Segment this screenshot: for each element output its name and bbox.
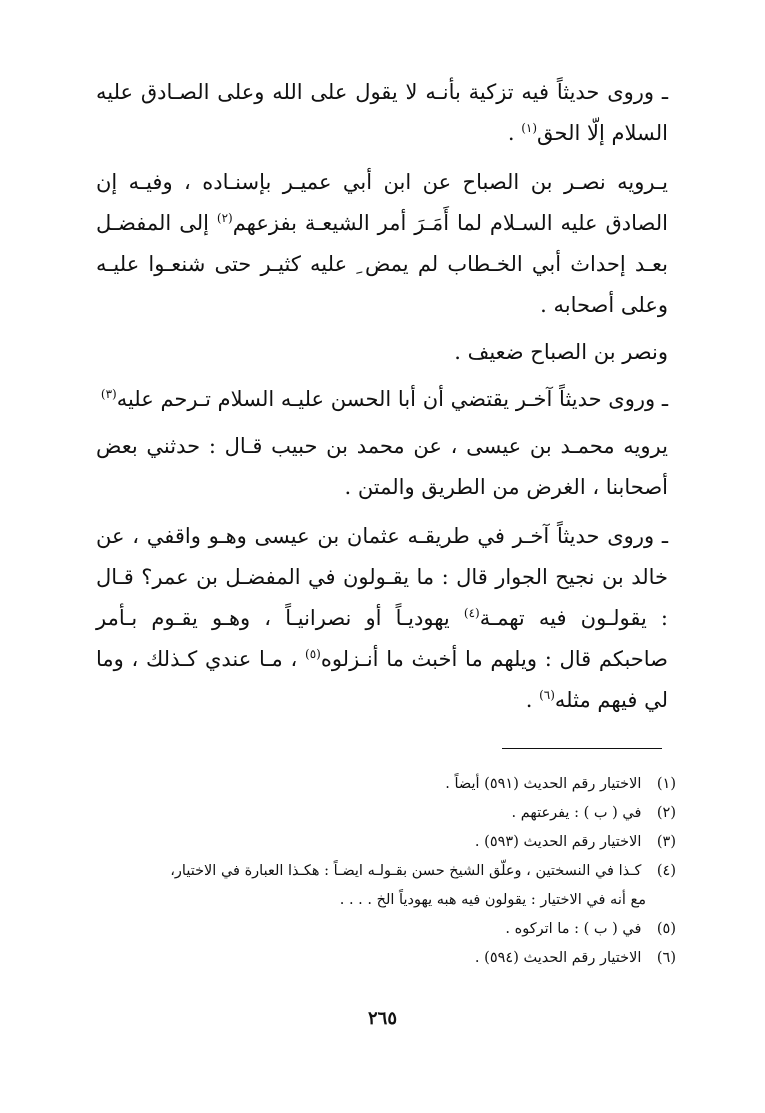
footnote-number: (٦) [656, 950, 676, 966]
footnote-ref-5: (٥) [305, 647, 321, 661]
paragraph-4-text: ـ وروى حديثاً آخـر يقتضي أن أبا الحسن عليـه السلام تـرحم عليه [116, 387, 668, 411]
footnote-text: الاختيار رقم الحديث (٥٩٣) . [474, 834, 642, 850]
footnote-ref-4: (٤) [463, 606, 480, 620]
paragraph-1-tail: . [507, 121, 522, 145]
page-number: ٢٦٥ [367, 1008, 397, 1029]
paragraph-6-tail: . [525, 688, 540, 712]
footnote-text: في ( ب ) : يفرعتهم . [511, 805, 642, 821]
footnote-text: في ( ب ) : ما اتركوه . [505, 921, 642, 937]
footnote-number: (٣) [656, 834, 676, 850]
main-text [96, 72, 668, 727]
footnote-text: مع أنه في الاختيار : يقولون فيه هبه يهودياً الخ . . . . [339, 892, 646, 908]
footnote-2 [96, 799, 676, 828]
paragraph-3-text: ونصر بن الصباح ضعيف . [454, 340, 668, 364]
paragraph-2-text: يـرويه نصـر بن الصباح عن ابن أبي عميـر بإسنـاده ، وفيـه إن الصادق عليه السـلام لما أَمَـرَ أمر الشيعـة بفزعهم [96, 170, 668, 235]
footnote-text: كـذا في النسختين ، وعلّق الشيخ حسن بقـولـه ايضـاً : هكـذا العبارة في الاختيار، [170, 863, 642, 879]
footnote-number: (٤) [656, 863, 676, 879]
paragraph-5-text: يرويه محمـد بن عيسى ، عن محمد بن حبيب قـال : حدثني بعض أصحابنا ، الغرض من الطريق والمتن . [96, 434, 668, 499]
footnote-ref-3: (٣) [100, 387, 117, 401]
footnote-5 [96, 915, 676, 944]
footnote-4-continuation [96, 886, 676, 915]
footnote-3 [96, 828, 676, 857]
paragraph-6 [96, 516, 668, 721]
footnote-text: الاختيار رقم الحديث (٥٩٤) . [474, 950, 642, 966]
paragraph-5 [96, 426, 668, 508]
footnotes-section [96, 770, 676, 973]
paragraph-3 [96, 332, 668, 373]
footnote-6 [96, 944, 676, 973]
paragraph-2 [96, 162, 668, 326]
paragraph-1-text: ـ وروى حديثاً فيه تزكية بأنـه لا يقول على الله وعلى الصـادق عليه السلام إلّا الحق [96, 80, 668, 145]
paragraph-6-mid2: ، مـا عندي كـذلك ، وما لي فيهم مثله [96, 647, 668, 712]
footnote-4 [96, 857, 676, 886]
footnote-divider [502, 748, 662, 749]
paragraph-6-mid: يهوديـاً أو نصرانيـاً ، وهـو يقـوم بـأمر صاحبكم قال : ويلهم ما أخبث ما أنـزلوه [96, 606, 669, 671]
footnote-1 [96, 770, 676, 799]
footnote-text: الاختيار رقم الحديث (٥٩١) أيضاً . [445, 776, 642, 792]
paragraph-1 [96, 72, 668, 154]
footnote-number: (١) [656, 776, 676, 792]
paragraph-6-text: ـ وروى حديثاً آخـر في طريقـه عثمان بن عيسى وهـو واقفي ، عن خالد بن نجيح الجوار قال : ما يقـولون في المفضـل بن عمر؟ قـال : يقولـون فيه تهمـة [96, 524, 668, 630]
footnote-number: (٢) [656, 805, 676, 821]
footnote-ref-2: (٢) [216, 211, 233, 225]
footnote-ref-6: (٦) [539, 688, 555, 702]
paragraph-2-tail: إلى المفضـل بعـد إحداث أبي الخـطاب لم يمض ِ عليه كثيـر حتى شنعـوا عليـه وعلى أصحابه . [96, 211, 668, 317]
footnote-number: (٥) [656, 921, 676, 937]
paragraph-4 [96, 379, 668, 420]
footnote-ref-1: (١) [521, 121, 538, 135]
